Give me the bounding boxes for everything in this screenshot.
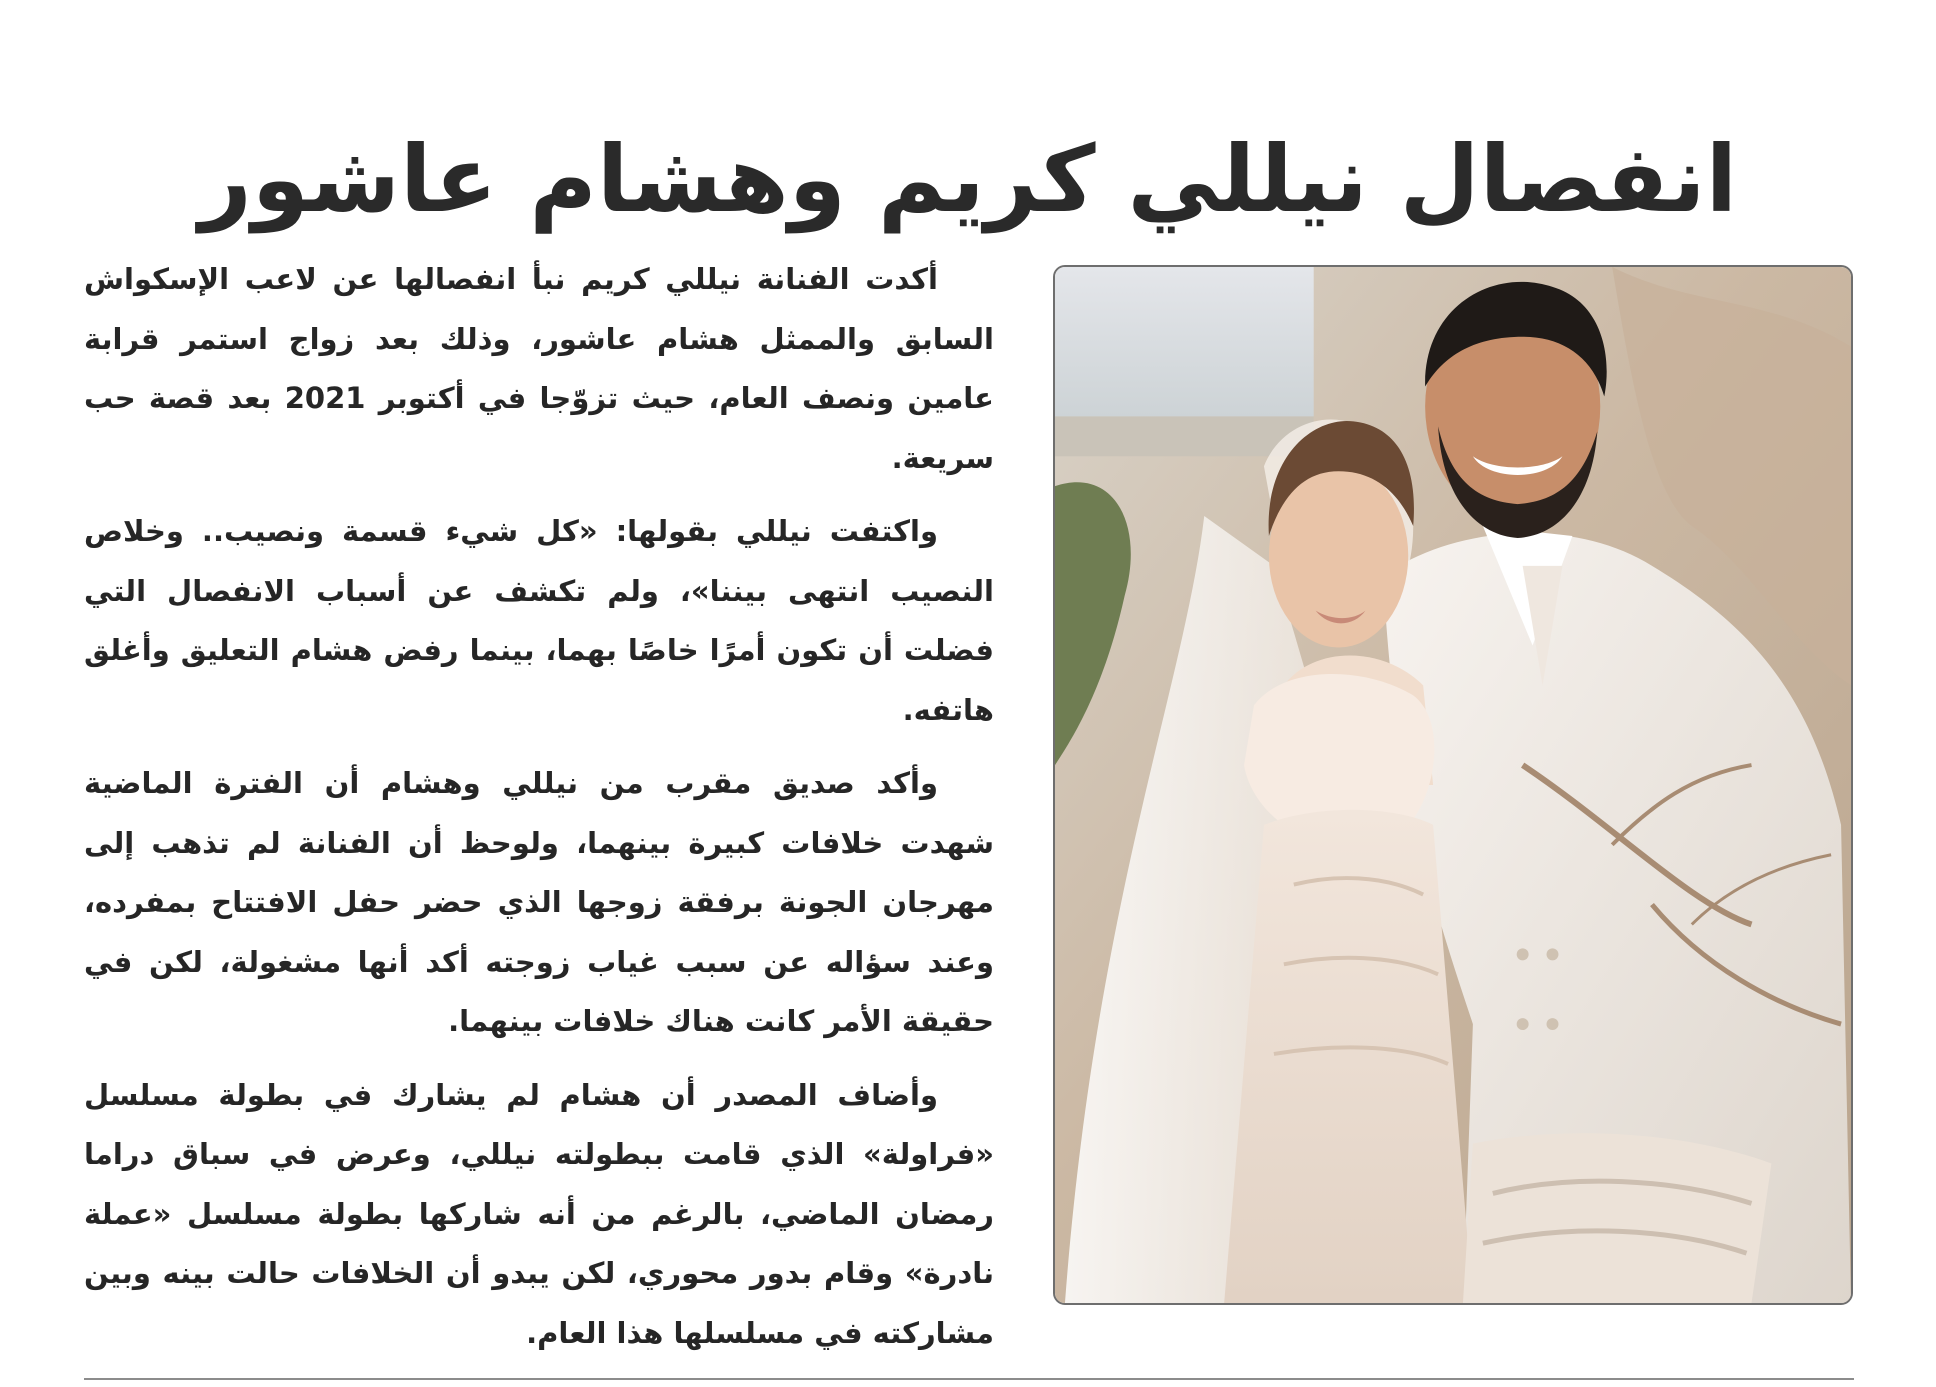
paragraph-1: أكدت الفنانة نيللي كريم نبأ انفصالها عن لاعب الإسكواش السابق والممثل هشام عاشور، وذلك بعد زواج استمر قرابة عامين ونصف العام، حيث تزوّجا في أكتوبر 2021 بعد قصة حب سريعة.	[84, 262, 994, 475]
paragraph-4: وأضاف المصدر أن هشام لم يشارك في بطولة مسلسل «فراولة» الذي قامت ببطولته نيللي، وعرض في سباق دراما رمضان الماضي، بالرغم من أنه شاركها بطولة مسلسل «عملة نادرة» وقام بدور محوري، لكن يبدو أن الخلافات حالت بينه وبين مشاركته في مسلسلها هذا العام.	[84, 1077, 994, 1350]
wedding-photo-illustration	[1055, 267, 1851, 1303]
article-body	[84, 250, 994, 1350]
paragraph-3: وأكد صديق مقرب من نيللي وهشام أن الفترة الماضية شهدت خلافات كبيرة بينهما، ولوحظ أن الفنانة لم تذهب إلى مهرجان الجونة برفقة زوجها الذي حضر حفل الافتتاح بمفرده، وعند سؤاله عن سبب غياب زوجته أكد أنها مشغولة، لكن في حقيقة الأمر كانت هناك خلافات بينهما.	[84, 766, 994, 1038]
couple-photo	[1053, 265, 1853, 1305]
bottom-rule	[84, 1378, 1854, 1380]
headline: انفصال نيللي كريم وهشام عاشور	[198, 125, 1738, 233]
paragraph-2: واكتفت نيللي بقولها: «كل شيء قسمة ونصيب.. وخلاص النصيب انتهى بيننا»، ولم تكشف عن أسباب الانفصال التي فضلت أن تكون أمرًا خاصًا بهما، بينما رفض هشام التعليق وأغلق هاتفه.	[84, 514, 994, 727]
